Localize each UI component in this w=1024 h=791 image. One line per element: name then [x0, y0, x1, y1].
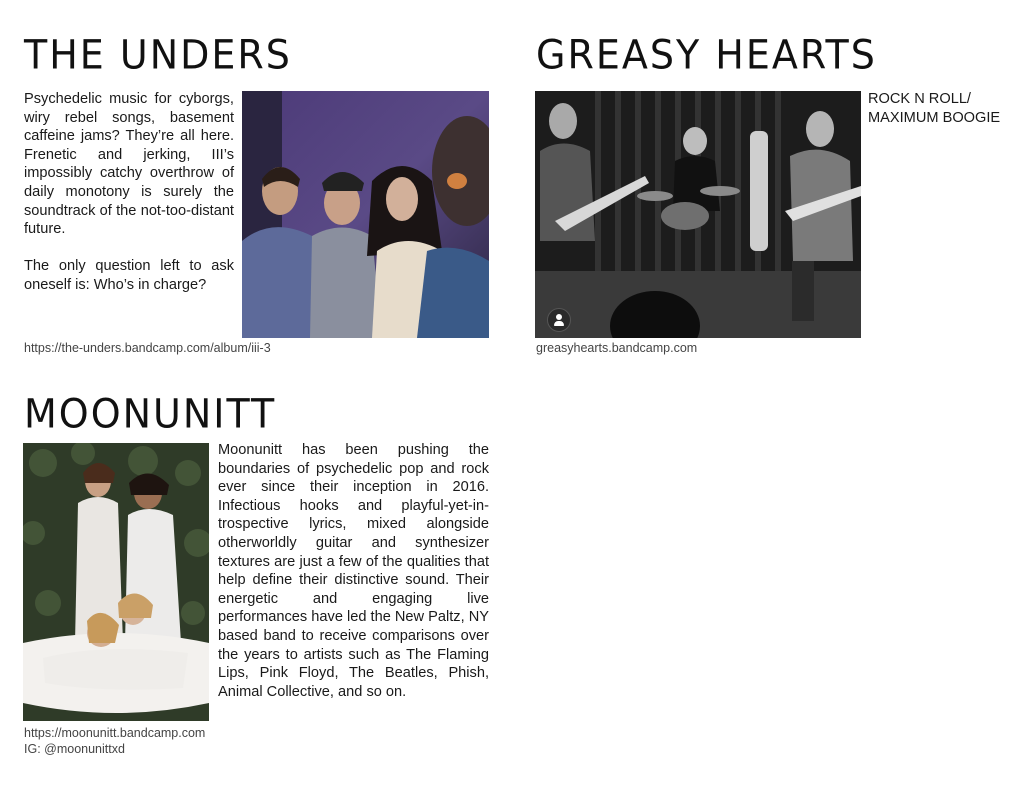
- unders-description: [24, 90, 234, 295]
- moonunitt-bandcamp-link[interactable]: https://moonunitt.bandcamp.com: [24, 726, 206, 740]
- moonunitt-title: MOONUNITT: [24, 390, 277, 438]
- unders-band-photo: [242, 91, 489, 338]
- moonunitt-paragraph: Moonunitt has been pushing the boundaries of psychedelic pop and rock ever since their inception in 2016. Infectious hooks and playful-yet-introspective lyrics, mixed alongside otherworldly guitar and synthesizer textures are just a few of the qualities that help define their distinctive sound. Their energetic and engaging live performances have led the New Paltz, NY based band to receive comparisons over the years to artists such as The Flaming Lips, Pink Floyd, The Beatles, Phish, Animal Collective, and so on.: [218, 442, 489, 700]
- unders-paragraph-2: The only question left to ask oneself is: Who’s in charge?: [24, 258, 234, 293]
- greasy-band-photo: [535, 91, 861, 338]
- greasy-bandcamp-link[interactable]: greasyhearts.bandcamp.com: [536, 341, 698, 355]
- unders-title: THE UNDERS: [24, 31, 292, 79]
- moonunitt-description: [218, 441, 489, 701]
- moonunitt-instagram-handle[interactable]: IG: @moonunittxd: [24, 742, 125, 756]
- unders-paragraph-1: Psychedelic music for cyborgs, wiry rebel songs, basement caffeine jams? They’re all here. Frenetic and jerking, III’s impossibly catchy overthrow of daily monotony is surely the soundtrack of the not-too-distant future.: [24, 91, 234, 238]
- greasy-title: GREASY HEARTS: [536, 31, 877, 79]
- greasy-tagline: ROCK N ROLL/ MAXIMUM BOOGIE: [868, 91, 1001, 126]
- user-icon[interactable]: [547, 308, 571, 332]
- moonunitt-band-photo: [23, 443, 209, 721]
- unders-bandcamp-link[interactable]: https://the-unders.bandcamp.com/album/iii-3: [24, 341, 271, 355]
